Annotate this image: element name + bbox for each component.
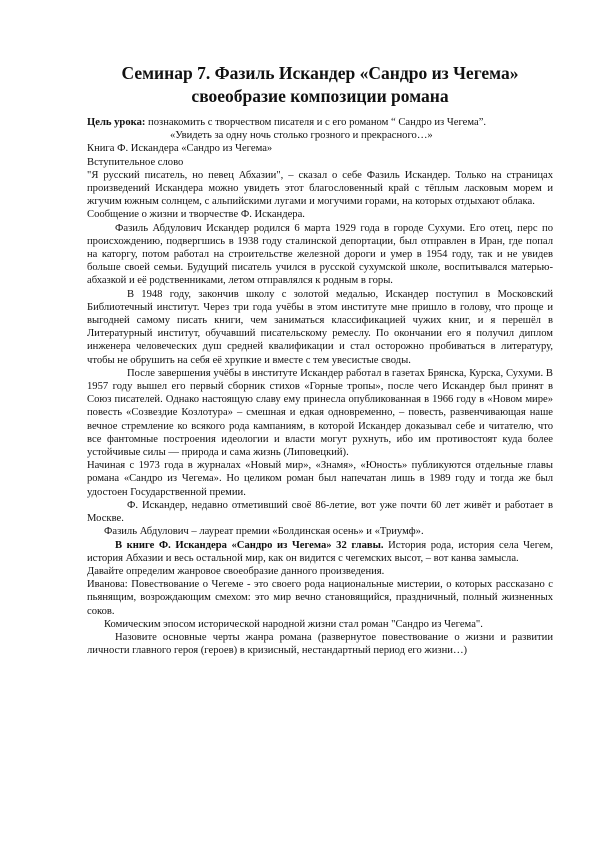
bio-paragraph-5: Ф. Искандер, недавно отметивший своё 86-летие, вот уже почти 60 лет живёт и работает в Москве.: [87, 499, 553, 525]
document-page: [87, 62, 553, 657]
features-paragraph: Назовите основные черты жанра романа (развернутое повествование о жизни и развитии личности главного героя (героев) в кризисный, нестандартный период его жизни…): [87, 631, 553, 657]
book-chapters-rest: История рода, история села Чегем, история Абхазии и весь остальной мир, как он видится с чегемских высот, – вот канва замысла.: [87, 539, 553, 564]
lesson-goal: [87, 116, 553, 129]
bio-paragraph-4: Начиная с 1973 года в журналах «Новый мир», «Знамя», «Юность» публикуются отдельные главы романа «Сандро из Чегема». Но целиком роман был напечатан лишь в 1989 году и тогда же был удостоен Государственной премии.: [87, 460, 553, 498]
book-chapters-paragraph: [87, 539, 553, 565]
book-line: Книга Ф. Искандера «Сандро из Чегема»: [87, 143, 273, 155]
bio-paragraph-3: После завершения учёбы в институте Искандер работал в газетах Брянска, Курска, Сухуми. В 1957 году вышел его первый сборник стихов «Горные тропы», после чего Искандер был принят в Союз писателей. Однако настоящую славу ему принесла опубликованная в 1966 году в «Новом мире» повесть «Созвездие Козлотура» – смешная и едкая одновременно, – повесть, развенчивающая наше вечное стремление ко всякого рода кампаниям, в которой Искандер доказывал себе и читателю, что все фантомные построения идеологии и власти могут рухнуть, ибо им противостоят куда более устойчивые силы — природа и сама жизнь (Липовецкий).: [87, 367, 553, 459]
goal-label: Цель урока:: [87, 117, 146, 128]
genre-line: Давайте определим жанровое своеобразие данного произведения.: [87, 565, 385, 577]
goal-text: познакомить с творчеством писателя и с его романом “ Сандро из Чегема”.: [145, 117, 487, 128]
ivanova-paragraph: Иванова: Повествование о Чегеме - это своего рода национальные мистерии, о которых рассказано с пьянящим, возрождающим смехом: это мир вечно становящийся, праздничный, полный жизненных соков.: [87, 579, 553, 617]
bio-paragraph-2: В 1948 году, закончив школу с золотой медалью, Искандер поступил в Московский Библиотечный институт. Через три года учёбы в этом институте мне пришло в голову, что проще и выгодней самому писать книги, чем заниматься классификацией чужих книг, и я перешёл в Литературный институт, обучавший писательскому ремеслу. По окончании его я получил диплом инженера человеческих душ средней квалификации и стал осторожно пробиваться в литературу, чтобы не обрушить на себя её хрупкие и вместе с тем увесистые своды.: [87, 288, 553, 366]
bio-paragraph-1: Фазиль Абдулович Искандер родился 6 марта 1929 года в городе Сухуми. Его отец, перс по происхождению, подвергшись в 1938 году сталинской депортации, был отправлен в Иран, где попал на каторгу, потом работал на строительстве железной дороги и умер в 1954 году, так и не увидев больше своей семьи. Будущий писатель учился в русской сухумской школе, воспитывался матерью-абхазкой и её родственниками, летом отправлялся к родным в горы.: [87, 222, 553, 287]
epigraph: «Увидеть за одну ночь столько грозного и прекрасного…»: [170, 130, 433, 142]
document-title: Семинар 7. Фазиль Искандер «Сандро из Чегема» своеобразие композиции романа: [121, 63, 519, 106]
book-chapters-bold: В книге Ф. Искандера «Сандро из Чегема» 32 главы.: [115, 539, 384, 551]
message-line: Сообщение о жизни и творчестве Ф. Искандера.: [87, 209, 305, 221]
quote-paragraph: "Я русский писатель, но певец Абхазии", – сказал о себе Фазиль Искандер. Только на страницах произведений Искандера можно увидеть этот благословенный край с тёплым ласковым морем и жгучим южным солнцем, с альпийскими лугами и могучими горами, на которых отдыхают облака.: [87, 169, 553, 208]
laureate-line: Фазиль Абдулович – лауреат премии «Болдинская осень» и «Триумф».: [104, 526, 424, 538]
intro-word: Вступительное слово: [87, 156, 184, 168]
comic-epos-line: Комическим эпосом исторической народной жизни стал роман "Сандро из Чегема".: [104, 618, 483, 630]
